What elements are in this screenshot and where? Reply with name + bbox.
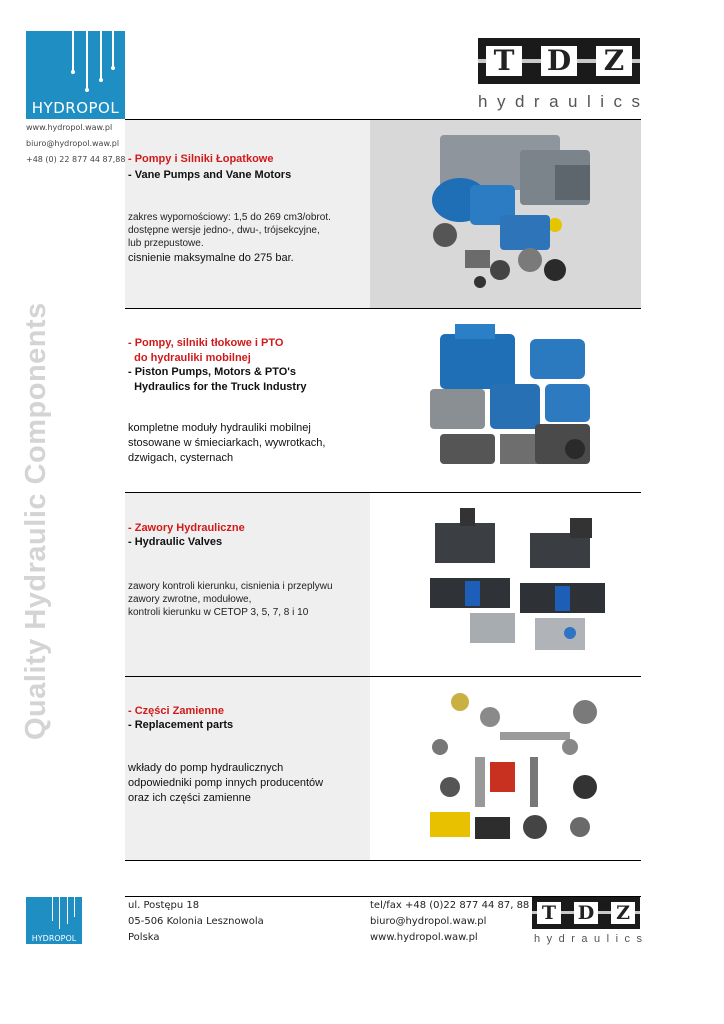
vane-title-pl: - Pompy i Silniki Łopatkowe xyxy=(128,153,274,165)
vane-desc-2: dostępne wersje jedno-, dwu-, trójsekcyjne, xyxy=(128,225,320,236)
footer-web[interactable]: www.hydropol.waw.pl xyxy=(370,932,478,943)
valves-desc-2: zawory zwrotne, modułowe, xyxy=(128,594,252,605)
valves-title-pl: - Zawory Hydrauliczne xyxy=(128,522,245,534)
tdz-letter-z: Z xyxy=(596,46,632,76)
tdz-letter-d: D xyxy=(541,46,577,76)
piston-title-en-1: - Piston Pumps, Motors & PTO's xyxy=(128,366,297,378)
piston-desc-3: dzwigach, cysternach xyxy=(128,452,234,464)
tdz-subtitle: hydraulics xyxy=(478,92,650,111)
parts-desc-3: oraz ich części zamienne xyxy=(128,792,251,804)
piston-desc-1: kompletne moduły hydrauliki mobilnej xyxy=(128,422,311,434)
parts-desc-1: wkłady do pomp hydraulicznych xyxy=(128,762,284,774)
vane-pumps-photo xyxy=(370,120,641,308)
tdz-footer-letter-t: T xyxy=(537,902,561,924)
piston-title-pl-1: - Pompy, silniki tłokowe i PTO xyxy=(128,337,284,349)
contact-email[interactable]: biuro@hydropol.waw.pl xyxy=(26,139,120,148)
contact-phone: +48 (0) 22 877 44 87,88 xyxy=(26,155,126,164)
tdz-footer-letter-z: Z xyxy=(611,902,635,924)
vane-desc-3: lub przepustowe. xyxy=(128,238,204,249)
footer-address-city: 05-506 Kolonia Lesznowola xyxy=(128,916,264,927)
hydropol-wordmark: HYDROPOL xyxy=(31,99,120,117)
piston-pumps-photo xyxy=(370,309,641,492)
parts-title-pl: - Części Zamienne xyxy=(128,705,224,717)
replacement-parts-photo xyxy=(370,677,641,860)
piston-title-en-2: Hydraulics for the Truck Industry xyxy=(128,381,307,393)
parts-desc-2: odpowiedniki pomp innych producentów xyxy=(128,777,324,789)
valves-desc-1: zawory kontroli kierunku, cisnienia i przeplywu xyxy=(128,581,333,592)
footer-email[interactable]: biuro@hydropol.waw.pl xyxy=(370,916,487,927)
footer-address-country: Polska xyxy=(128,932,160,943)
tdz-logo xyxy=(478,38,640,84)
hydropol-logo xyxy=(26,31,125,119)
piston-title-pl-2: do hydrauliki mobilnej xyxy=(128,352,251,364)
valves-desc-3: kontroli kierunku w CETOP 3, 5, 7, 8 i 10 xyxy=(128,607,309,618)
parts-title-en: - Replacement parts xyxy=(128,719,234,731)
vane-title-en: - Vane Pumps and Vane Motors xyxy=(128,169,292,181)
divider xyxy=(125,860,641,861)
hydropol-footer-wordmark: HYDROPOL xyxy=(31,934,77,943)
contact-web[interactable]: www.hydropol.waw.pl xyxy=(26,123,113,132)
tdz-footer-letter-d: D xyxy=(574,902,598,924)
hydraulic-valves-photo xyxy=(370,493,641,676)
tdz-letter-t: T xyxy=(486,46,522,76)
piston-desc-2: stosowane w śmieciarkach, wywrotkach, xyxy=(128,437,326,449)
tdz-footer-logo xyxy=(532,897,640,929)
vertical-title: Quality Hydraulic Components xyxy=(20,302,52,740)
footer-address-street: ul. Postępu 18 xyxy=(128,900,200,911)
vane-desc-extra: cisnienie maksymalne do 275 bar. xyxy=(128,252,294,264)
tdz-footer-subtitle: hydraulics xyxy=(534,933,649,945)
footer-phone: tel/fax +48 (0)22 877 44 87, 88 xyxy=(370,900,530,911)
vane-desc-1: zakres wypornościowy: 1,5 do 269 cm3/obrot. xyxy=(128,212,331,223)
valves-title-en: - Hydraulic Valves xyxy=(128,536,223,548)
hydropol-footer-logo xyxy=(26,897,82,944)
